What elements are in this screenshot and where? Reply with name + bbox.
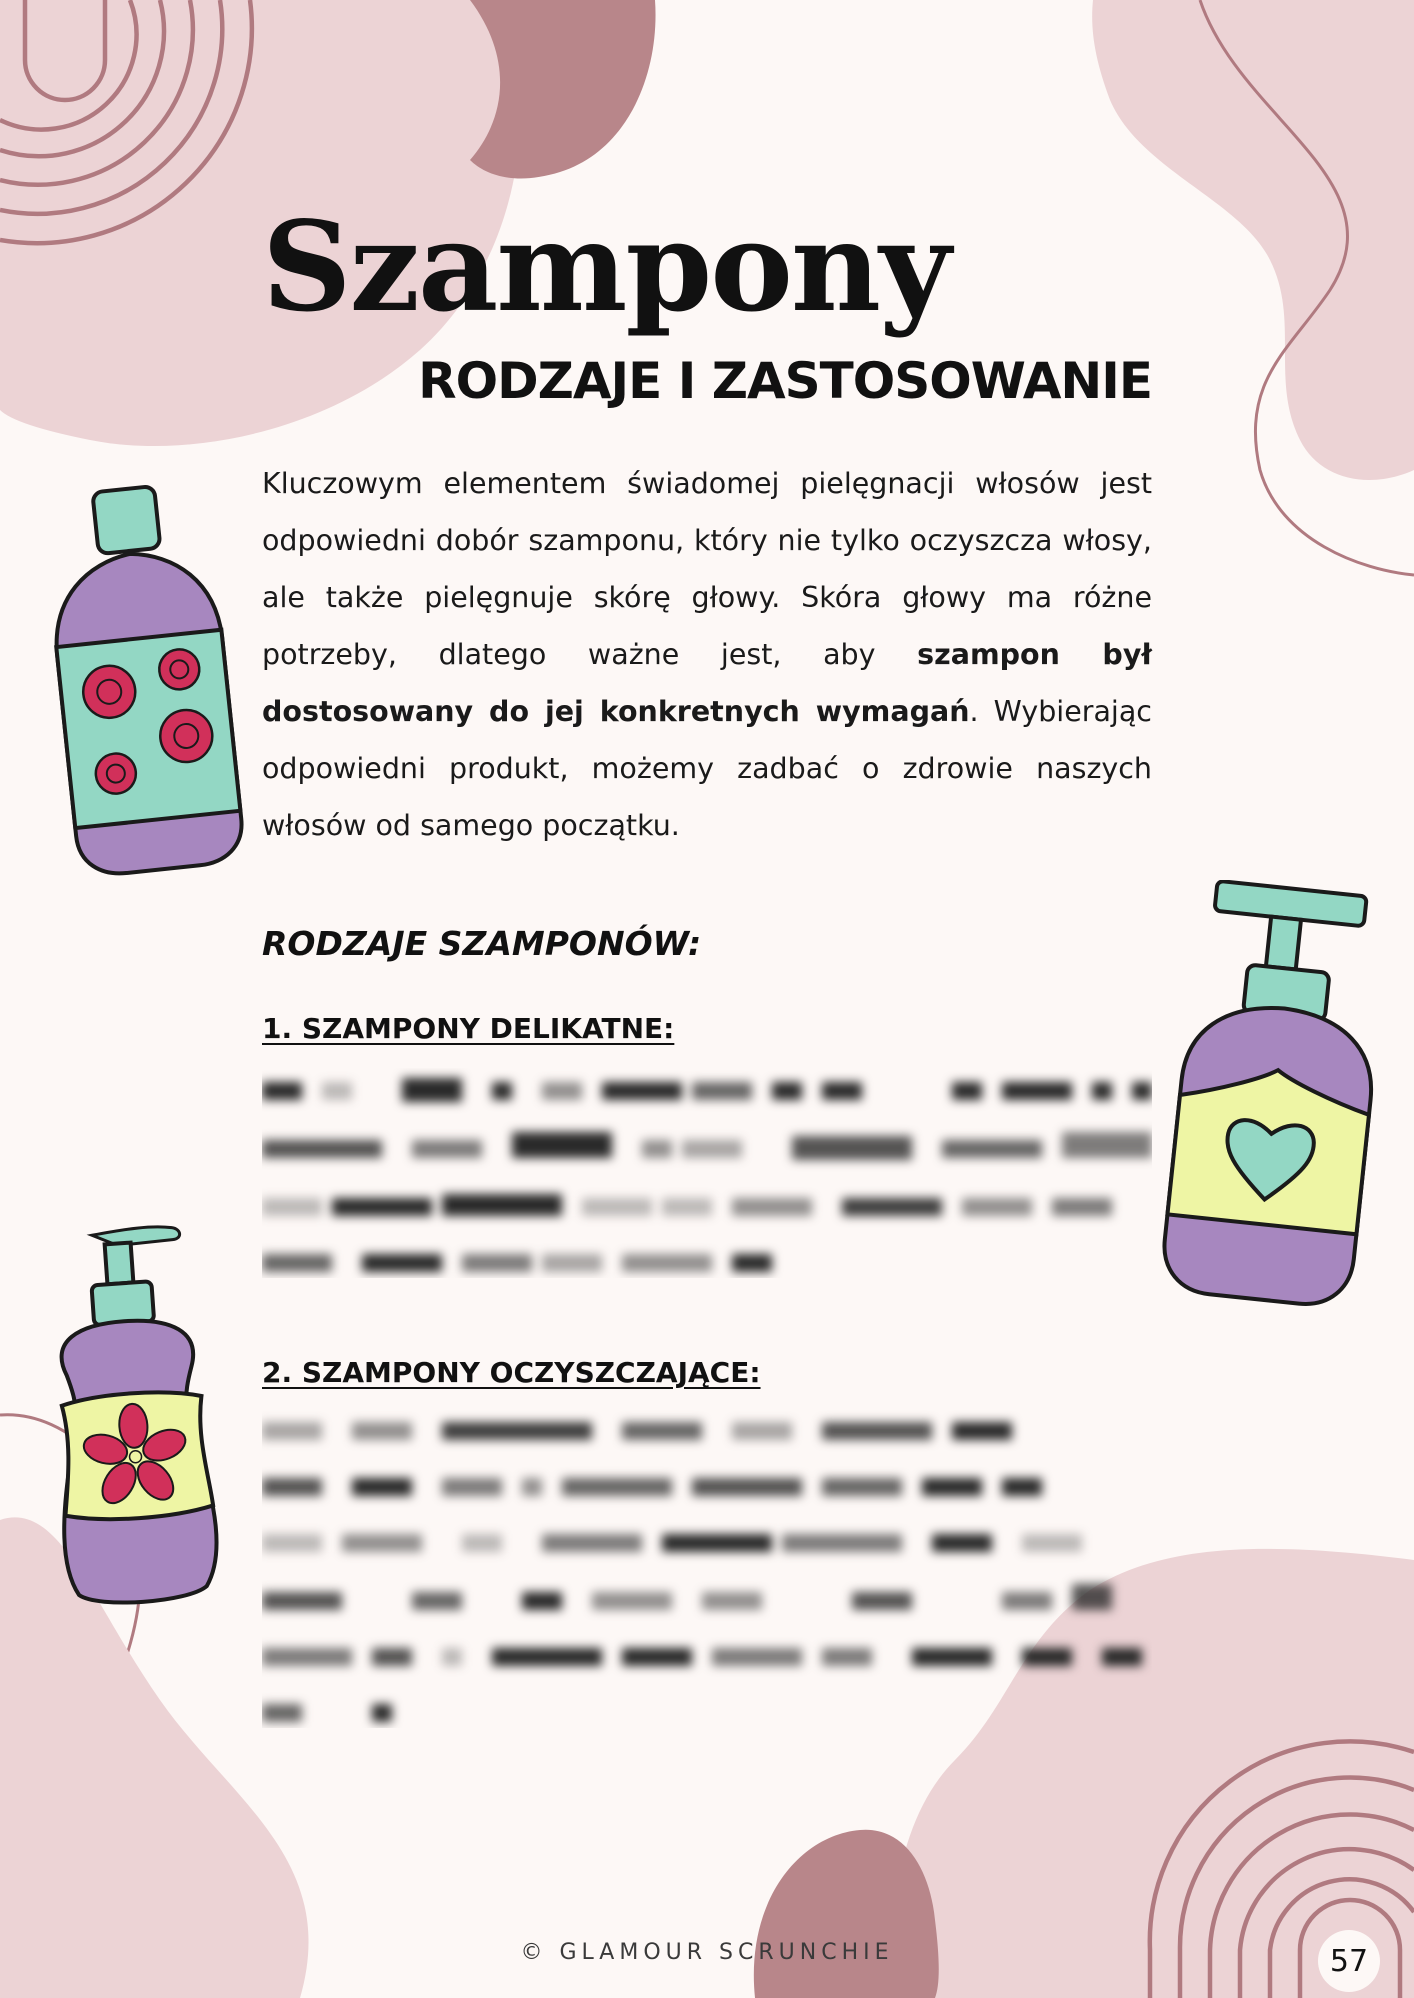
blurred-lines-1 [262, 1068, 1152, 1278]
pump-bottle-flower-icon [45, 1220, 245, 1610]
page-subtitle: RODZAJE I ZASTOSOWANIE [418, 352, 1152, 410]
page-title: Szampony [262, 195, 950, 340]
type-heading-1: 1. SZAMPONY DELIKATNE: [262, 1012, 675, 1045]
blurred-lines-2 [262, 1408, 1152, 1728]
intro-text-bold: szampon był dostosowany do jej konkretnych wymagań [262, 638, 1152, 728]
intro-text-part2: . Wybierając odpowiedni produkt, możemy zadbać o zdrowie naszych włosów od samego początku. [262, 695, 1152, 842]
bottom-mauve-blob [754, 1830, 939, 1998]
shampoo-bottle-roses-icon [40, 478, 250, 878]
intro-paragraph [262, 455, 1152, 854]
intro-text-part1: Kluczowym elementem świadomej pielęgnacji włosów jest odpowiedni dobór szamponu, który nie tylko oczyszcza włosy, ale także pielęgnuje skórę głowy. Skóra głowy ma różne potrzeby, dlatego ważne jest, aby [262, 467, 1152, 671]
blurred-text-block-1 [262, 1068, 1152, 1278]
section-heading: RODZAJE SZAMPONÓW: [262, 924, 702, 963]
pump-bottle-heart-icon [1160, 880, 1390, 1320]
footer-copyright: © GLAMOUR SCRUNCHIE [520, 1940, 894, 1965]
type-heading-2: 2. SZAMPONY OCZYSZCZAJĄCE: [262, 1356, 761, 1389]
page-number: 57 [1318, 1930, 1380, 1992]
blurred-text-block-2 [262, 1408, 1152, 1728]
